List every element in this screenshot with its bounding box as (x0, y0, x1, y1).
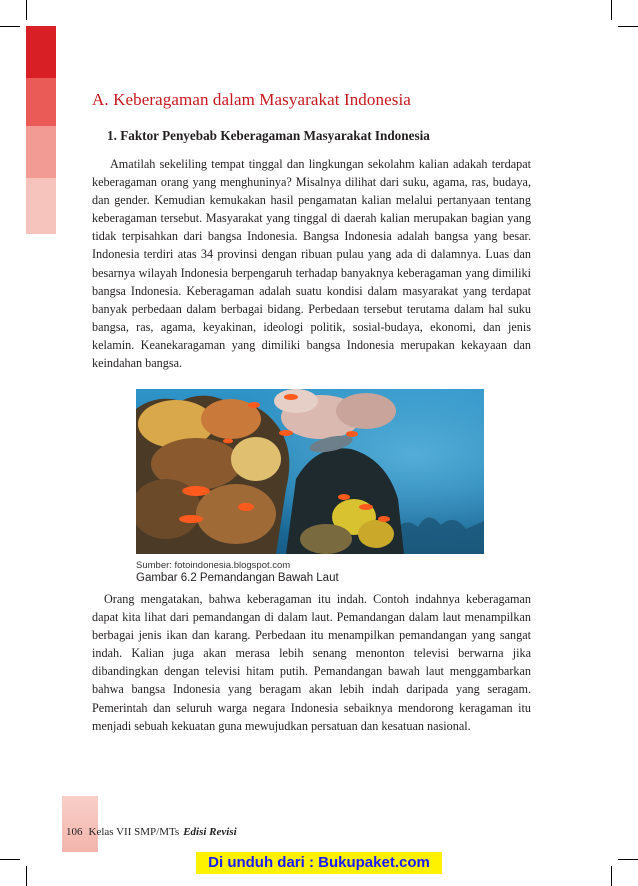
crop-mark (26, 866, 27, 886)
section-title: A. Keberagaman dalam Masyarakat Indonesia (92, 90, 411, 109)
download-watermark[interactable]: Di unduh dari : Bukupaket.com (196, 852, 442, 874)
paragraph-closing: Orang mengatakan, bahwa keberagaman itu indah. Contoh indahnya keberagaman dapat kita lihat dari pemandangan di dalam laut. Pemandangan dalam laut menampilkan berbagai jenis ikan dan karang. Perbedaan itu menampilkan pemandangan yang sangat indah. Kalian juga akan merasa lebih senang menonton televisi berwarna jika dibandingkan dengan televisi hitam putih. Pemandangan bawah laut menggambarkan bahwa bangsa Indonesia yang beragam akan lebih indah daripada yang seragam. Pemerintah dan seluruh warga negara Indonesia sebaiknya mendorong keragaman itu menjadi sebuah kekuatan guna mewujudkan persatuan dan kesatuan nasional. (92, 592, 531, 733)
crop-mark (618, 26, 638, 27)
chapter-strip (26, 178, 56, 234)
crop-mark (618, 859, 638, 860)
page-footer (66, 826, 237, 838)
page-number-tab (62, 796, 98, 852)
reef-illustration (136, 389, 484, 554)
chapter-strip (26, 78, 56, 126)
subsection-title: 1. Faktor Penyebab Keberagaman Masyarakat Indonesia (107, 128, 430, 143)
figure-source: Sumber: fotoindonesia.blogspot.com (136, 560, 291, 571)
crop-mark (611, 866, 612, 886)
paragraph-intro: Amatilah sekeliling tempat tinggal dan lingkungan sekolahm kalian adakah terdapat keberagaman orang yang menghuninya? Misalnya dilihat dari suku, agama, ras, budaya, dan gender. Kemudian kemukakan hasil pengamatan kalian melalui pertanyaan tentang keberagaman tersebut. Masyarakat yang tinggal di daerah kalian merupakan bagian yang tidak terpisahkan dari bangsa Indonesia. Bangsa Indonesia adalah bangsa yang besar. Indonesia terdiri atas 34 provinsi dengan ribuan pulau yang ada di dalamnya. Luas dan besarnya wilayah Indonesia berpengaruh terhadap banyaknya keberagaman yang dimiliki bangsa Indonesia. Keberagaman adalah suatu kondisi dalam masyarakat yang terdapat banyak perbedaan dalam berbagai bidang. Perbedaan tersebut terutama dalam hal suku bangsa, ras, agama, keyakinan, ideologi politik, sosial-budaya, ekonomi, dan jenis kelamin. Keanekaragaman yang dimiliki bangsa Indonesia merupakan kekayaan dan keindahan bangsa. (92, 157, 531, 371)
crop-mark (26, 0, 27, 20)
edition-label: Edisi Revisi (183, 826, 237, 838)
crop-mark (0, 859, 20, 860)
chapter-strip (26, 26, 56, 78)
figure-caption: Gambar 6.2 Pemandangan Bawah Laut (136, 572, 339, 584)
page-number: 106 (66, 826, 83, 838)
crop-mark (0, 26, 20, 27)
crop-mark (611, 0, 612, 20)
book-title: Kelas VII SMP/MTs (88, 826, 180, 838)
reef-photo (136, 389, 484, 554)
chapter-strip (26, 126, 56, 178)
